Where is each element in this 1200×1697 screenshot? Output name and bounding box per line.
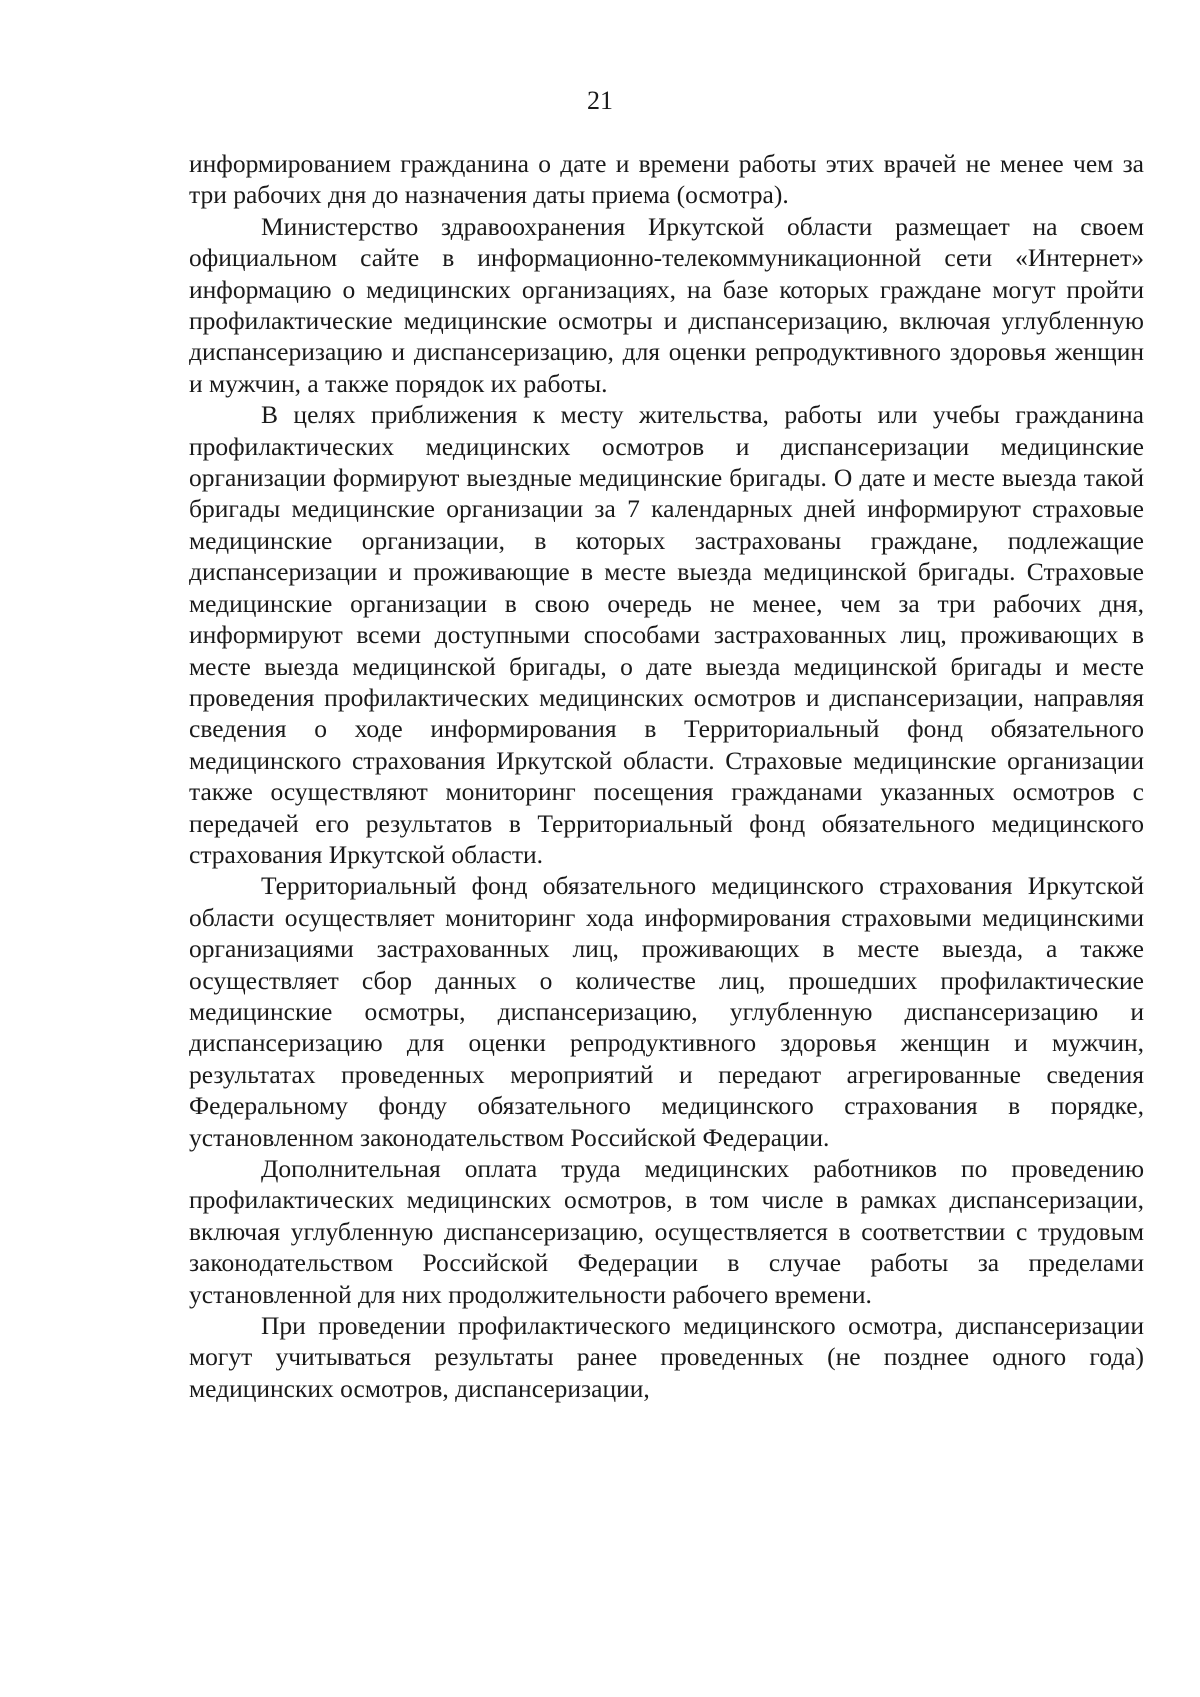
paragraph-territorial-fund: Территориальный фонд обязательного медицинского страхования Иркутской области осуществляет мониторинг хода информирования страховыми медицинскими организациями застрахованных лиц, проживающих в месте выезда, а также осуществляет сбор данных о количестве лиц, прошедших профилактические медицинские осмотры, диспансеризацию, углубленную диспансеризацию и диспансеризацию для оценки репродуктивного здоровья женщин и мужчин, результатах проведенных мероприятий и передают агрегированные сведения Федеральному фонду обязательного медицинского страхования в порядке, установленном законодательством Российской Федерации. bbox=[189, 871, 1144, 1152]
paragraph-continuation: информированием гражданина о дате и времени работы этих врачей не менее чем за три рабочих дня до назначения даты приема (осмотра). bbox=[189, 149, 1144, 210]
paragraph-ministry-website: Министерство здравоохранения Иркутской области размещает на своем официальном сайте в информационно-телекоммуникационной сети «Интернет» информацию о медицинских организациях, на базе которых граждане могут пройти профилактические медицинские осмотры и диспансеризацию, включая углубленную диспансеризацию и диспансеризацию, для оценки репродуктивного здоровья женщин и мужчин, а также порядок их работы. bbox=[189, 211, 1144, 398]
paragraph-additional-pay: Дополнительная оплата труда медицинских работников по проведению профилактических медицинских осмотров, в том числе в рамках диспансеризации, включая углубленную диспансеризацию, осуществляется в соответствии с трудовым законодательством Российской Федерации в случае работы за пределами установленной для них продолжительности рабочего времени. bbox=[189, 1154, 1144, 1309]
paragraph-mobile-brigades: В целях приближения к месту жительства, работы или учебы гражданина профилактических медицинских осмотров и диспансеризации медицинские организации формируют выездные медицинские бригады. О дате и месте выезда такой бригады медицинские организации за 7 календарных дней информируют страховые медицинские организации, в которых застрахованы граждане, подлежащие диспансеризации и проживающие в месте выезда медицинской бригады. Страховые медицинские организации в свою очередь не менее, чем за три рабочих дня, информируют всеми доступными способами застрахованных лиц, проживающих в месте выезда медицинской бригады, о дате выезда медицинской бригады и месте проведения профилактических медицинских осмотров и диспансеризации, направляя сведения о ходе информирования в Территориальный фонд обязательного медицинского страхования Иркутской области. Страховые медицинские организации также осуществляют мониторинг посещения гражданами указанных осмотров с передачей его результатов в Территориальный фонд обязательного медицинского страхования Иркутской области. bbox=[189, 400, 1144, 869]
document-body bbox=[189, 148, 1144, 1404]
paragraph-previous-results: При проведении профилактического медицинского осмотра, диспансеризации могут учитываться результаты ранее проведенных (не позднее одного года) медицинских осмотров, диспансеризации, bbox=[189, 1311, 1144, 1403]
page-number: 21 bbox=[587, 86, 613, 115]
